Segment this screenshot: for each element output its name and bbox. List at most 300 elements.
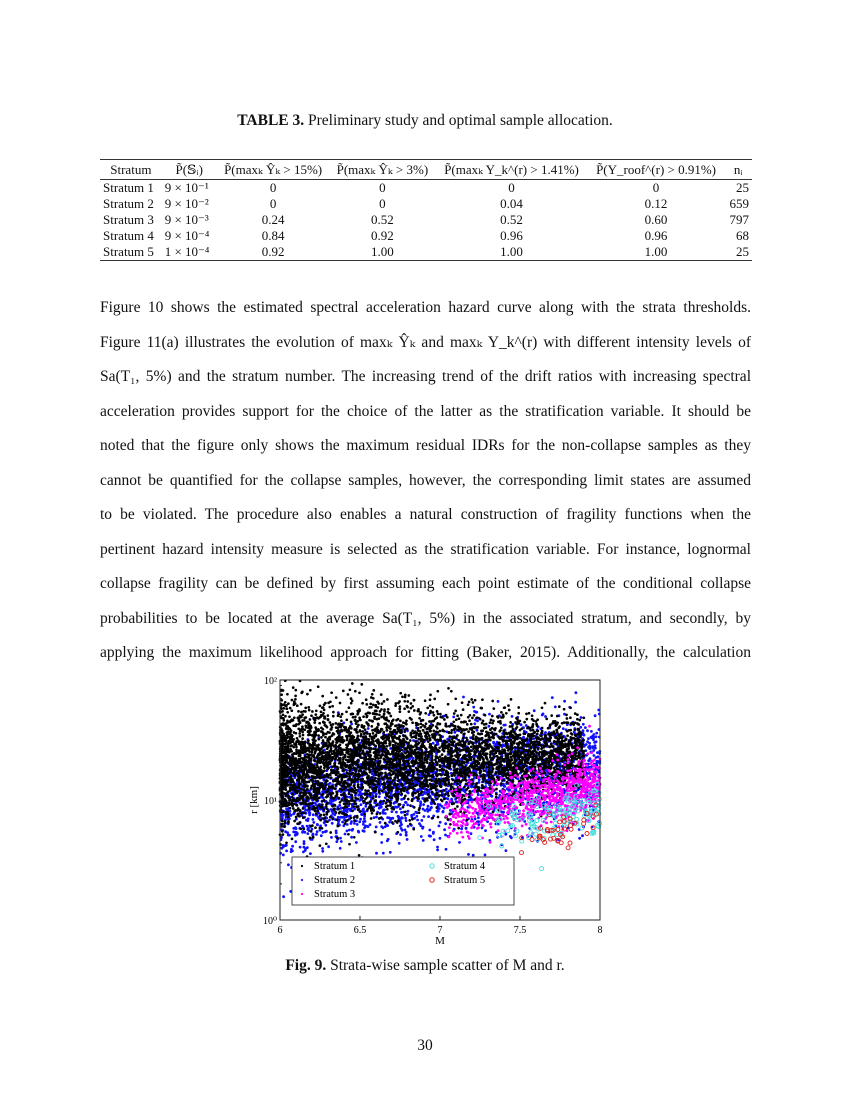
data-point (329, 700, 332, 703)
data-point (446, 818, 449, 821)
data-point (476, 720, 479, 723)
data-point (490, 759, 493, 762)
data-point (398, 764, 401, 767)
data-point (341, 821, 344, 824)
data-point (378, 795, 381, 798)
data-point (399, 808, 402, 811)
data-point (350, 822, 353, 825)
data-point (399, 825, 402, 828)
data-point (287, 794, 290, 797)
data-point (593, 741, 596, 744)
data-point (353, 808, 356, 811)
cell: 0.92 (371, 228, 394, 243)
data-point (330, 691, 333, 694)
data-point (424, 809, 427, 812)
data-point (380, 693, 383, 696)
header-p-15: P̃(maxₖ Ŷₖ > 15%) (217, 160, 330, 180)
data-point (327, 845, 330, 848)
data-point (411, 721, 414, 724)
data-point (403, 707, 406, 710)
data-point (593, 736, 596, 739)
data-point (294, 840, 297, 843)
data-point (592, 749, 595, 752)
cell: 1.00 (435, 244, 588, 261)
data-point (477, 823, 480, 826)
data-point (336, 818, 339, 821)
cell: 659 (729, 196, 749, 211)
data-point (345, 710, 348, 713)
data-point (320, 727, 323, 730)
data-point (456, 728, 459, 731)
data-point (312, 813, 315, 816)
data-point (362, 829, 365, 832)
data-point (303, 716, 306, 719)
data-point (284, 795, 287, 798)
data-point (436, 768, 439, 771)
data-point (339, 847, 342, 850)
cell: 25 (724, 244, 752, 261)
data-point (422, 826, 425, 829)
data-point (428, 734, 431, 737)
data-point (351, 829, 354, 832)
data-point (460, 721, 463, 724)
data-point (507, 789, 510, 792)
data-point (321, 695, 324, 698)
paragraph-line: collapse fragility can be defined by first assuming each point estimate of the conditional collapse (100, 575, 751, 592)
data-point (392, 766, 395, 769)
data-point (321, 850, 324, 853)
data-point (354, 716, 357, 719)
data-point (411, 798, 414, 801)
data-point (383, 808, 386, 811)
data-point (400, 793, 403, 796)
data-point (404, 810, 407, 813)
data-point (288, 834, 291, 837)
data-point (532, 737, 535, 740)
data-point (476, 729, 479, 732)
data-point (459, 750, 462, 753)
data-point (358, 820, 361, 823)
data-point (329, 774, 332, 777)
cell: 9 × 10⁻⁴ (164, 228, 210, 243)
data-point (518, 734, 521, 737)
data-point (582, 750, 585, 753)
data-point (405, 834, 408, 837)
data-point (314, 780, 317, 783)
cell: 1 × 10⁻⁴ (162, 244, 217, 261)
data-point (429, 704, 432, 707)
cell: 0.04 (500, 196, 523, 211)
data-point (399, 833, 402, 836)
data-point (456, 714, 459, 717)
table-body (100, 180, 752, 261)
data-point (581, 834, 584, 837)
cell: 9 × 10⁻² (164, 196, 209, 211)
data-point (439, 821, 442, 824)
data-point (448, 735, 451, 738)
data-point (301, 713, 304, 716)
data-point (312, 821, 315, 824)
data-point (413, 806, 416, 809)
cell: 0 (379, 180, 386, 195)
data-point (424, 699, 427, 702)
data-point (586, 729, 589, 732)
data-point (544, 702, 547, 705)
data-point (322, 831, 325, 834)
data-point (481, 787, 484, 790)
data-point (593, 754, 596, 757)
data-point (350, 773, 353, 776)
data-point (359, 818, 362, 821)
data-point (347, 693, 350, 696)
cell: 0 (269, 196, 277, 211)
data-point (597, 755, 600, 758)
data-point (556, 715, 559, 718)
data-point (336, 825, 339, 828)
data-point (372, 758, 375, 761)
data-point (480, 775, 483, 778)
cell: 0.96 (644, 228, 668, 243)
data-point (483, 769, 486, 772)
data-point (493, 755, 496, 758)
cell: 68 (736, 228, 749, 243)
data-point (494, 727, 497, 730)
table-row (100, 228, 752, 244)
data-point (366, 790, 369, 793)
data-point (526, 737, 529, 740)
data-point (545, 718, 548, 721)
data-point (345, 810, 348, 813)
data-point (427, 785, 430, 788)
data-point (379, 821, 382, 824)
data-point (329, 721, 332, 724)
data-point (282, 707, 285, 710)
data-point (336, 837, 339, 840)
cell: Stratum 4 (103, 228, 154, 243)
data-point (352, 805, 355, 808)
data-point (410, 814, 413, 817)
data-point (312, 818, 315, 821)
data-point (441, 805, 444, 808)
data-point (482, 780, 485, 783)
data-point (513, 731, 516, 734)
data-point (331, 822, 334, 825)
data-point (427, 805, 430, 808)
data-point (447, 687, 450, 690)
data-point (474, 699, 477, 702)
data-point (370, 776, 373, 779)
data-point (399, 710, 402, 713)
data-point (485, 723, 488, 726)
data-point (346, 830, 349, 833)
data-point (493, 752, 496, 755)
data-point (473, 722, 476, 725)
data-point (362, 715, 365, 718)
data-point (416, 748, 419, 751)
data-point (350, 836, 353, 839)
data-point (296, 737, 299, 740)
data-point (428, 829, 431, 832)
data-point (594, 714, 597, 717)
data-point (510, 698, 513, 701)
data-point (391, 810, 394, 813)
data-point (444, 822, 447, 825)
data-point (422, 803, 425, 806)
data-point (356, 713, 359, 716)
data-point (330, 836, 333, 839)
data-point (348, 775, 351, 778)
data-point (579, 726, 582, 729)
data-point (422, 839, 425, 842)
data-point (398, 842, 401, 845)
data-point (316, 830, 319, 833)
data-point (444, 834, 447, 837)
data-point (314, 783, 317, 786)
data-point (343, 748, 346, 751)
data-point (308, 811, 311, 814)
cell: 9 × 10⁻¹ (164, 180, 209, 195)
table-row (100, 244, 752, 261)
paragraph-line: pertinent hazard intensity measure is selected as the stratification variable. For instance, lognormal (100, 540, 751, 558)
data-point (360, 803, 363, 806)
data-point (455, 777, 458, 780)
data-point (375, 816, 378, 819)
data-point (381, 783, 384, 786)
data-point (367, 727, 370, 730)
data-point (566, 734, 569, 737)
data-point (340, 840, 343, 843)
data-point (304, 849, 307, 852)
data-point (330, 771, 333, 774)
data-point (386, 808, 389, 811)
data-point (426, 793, 429, 796)
data-point (393, 802, 396, 805)
data-point (456, 782, 459, 785)
data-point (594, 747, 597, 750)
data-point (587, 759, 590, 762)
data-point (357, 794, 360, 797)
data-point (384, 822, 387, 825)
data-point (309, 802, 312, 805)
data-point (590, 730, 593, 733)
data-point (470, 723, 473, 726)
data-point (361, 702, 364, 705)
data-point (343, 802, 346, 805)
data-point (317, 738, 320, 741)
data-point (356, 823, 359, 826)
data-point (406, 728, 409, 731)
data-point (595, 732, 598, 735)
data-point (309, 852, 312, 855)
data-point (320, 834, 323, 837)
data-point (385, 805, 388, 808)
data-point (392, 779, 395, 782)
paragraph-line: acceleration provides support for the choice of the latter as the stratification variable. It should be (100, 402, 751, 420)
data-point (557, 733, 560, 736)
data-point (424, 791, 427, 794)
paragraph-line: Figure 11(a) illustrates the evolution of maxₖ Ŷₖ and maxₖ Y_k^(r) with different intensity levels of (100, 333, 751, 351)
data-point (345, 718, 348, 721)
paragraph-line: Sa(T₁, 5%) and the stratum number. The increasing trend of the drift ratios with increasing spectral (100, 368, 751, 385)
data-point (472, 854, 475, 857)
data-point (334, 758, 337, 761)
data-point (407, 744, 410, 747)
data-point (298, 732, 301, 735)
data-point (382, 852, 385, 855)
data-point (436, 810, 439, 813)
data-point (393, 776, 396, 779)
data-point (282, 833, 285, 836)
data-point (291, 845, 294, 848)
data-point (404, 814, 407, 817)
data-point (542, 713, 545, 716)
data-point (553, 740, 556, 743)
data-point (384, 825, 387, 828)
data-point (405, 719, 408, 722)
data-point (365, 703, 368, 706)
data-point (362, 737, 365, 740)
data-point (345, 769, 348, 772)
data-point (407, 825, 410, 828)
data-point (554, 706, 557, 709)
cell: Stratum 3 (103, 212, 154, 227)
data-point (357, 788, 360, 791)
data-point (386, 780, 389, 783)
data-point (550, 743, 553, 746)
table-row (100, 180, 752, 197)
data-point (436, 846, 439, 849)
data-point (462, 721, 465, 724)
data-point (497, 700, 500, 703)
data-point (389, 715, 392, 718)
data-point (439, 713, 442, 716)
data-point (324, 824, 327, 827)
data-point (406, 700, 409, 703)
header-p-roof: P̃(Y_roof^(r) > 0.91%) (588, 160, 725, 180)
data-point (386, 698, 389, 701)
cell: Stratum 1 (103, 180, 154, 195)
data-point (489, 756, 492, 759)
data-point (426, 738, 429, 741)
data-point (443, 798, 446, 801)
data-point (423, 815, 426, 818)
data-point (405, 819, 408, 822)
data-point (282, 713, 285, 716)
data-point (419, 804, 422, 807)
data-point (470, 832, 473, 835)
data-point (484, 854, 487, 857)
data-point (351, 810, 354, 813)
data-point (574, 701, 577, 704)
data-point (339, 715, 342, 718)
data-point (435, 806, 438, 809)
data-point (420, 819, 423, 822)
data-point (460, 731, 463, 734)
data-point (477, 793, 480, 796)
data-point (295, 831, 298, 834)
data-point (372, 689, 375, 692)
data-point (329, 831, 332, 834)
data-point (335, 840, 338, 843)
data-point (286, 831, 289, 834)
data-point (462, 696, 465, 699)
data-point (429, 808, 432, 811)
data-point (430, 803, 433, 806)
data-point (551, 696, 554, 699)
data-point (364, 805, 367, 808)
data-point (432, 742, 435, 745)
data-point (558, 705, 561, 708)
data-point (323, 808, 326, 811)
data-point (339, 837, 342, 840)
cell: 0 (269, 180, 277, 195)
data-point (297, 710, 300, 713)
data-point (353, 819, 356, 822)
data-point (537, 753, 540, 756)
data-point (323, 709, 326, 712)
data-point (475, 711, 478, 714)
data-point (563, 766, 566, 769)
data-point (380, 833, 383, 836)
data-point (383, 784, 386, 787)
data-point (576, 718, 579, 721)
data-point (288, 715, 291, 718)
data-point (284, 715, 287, 718)
data-point (300, 703, 303, 706)
cell: 9 × 10⁻³ (164, 212, 209, 227)
data-point (302, 734, 305, 737)
data-point (517, 712, 520, 715)
data-point (398, 785, 401, 788)
cell: 0.52 (371, 212, 394, 227)
data-point (348, 706, 351, 709)
data-point (492, 707, 495, 710)
data-point (477, 816, 480, 819)
data-point (555, 765, 558, 768)
data-point (285, 850, 288, 853)
data-point (389, 851, 392, 854)
data-point (286, 693, 289, 696)
cell: 0.84 (261, 228, 285, 243)
data-point (306, 825, 309, 828)
cell: 0.52 (500, 212, 523, 227)
data-point (428, 791, 431, 794)
data-point (312, 833, 315, 836)
data-point (448, 813, 451, 816)
data-point (389, 776, 392, 779)
data-point (454, 697, 457, 700)
data-point (435, 789, 438, 792)
data-point (287, 863, 290, 866)
data-point (324, 830, 327, 833)
data-point (391, 817, 394, 820)
data-point (504, 724, 507, 727)
data-point (364, 789, 367, 792)
cell: 0 (652, 180, 660, 195)
data-point (509, 835, 512, 838)
data-point (457, 827, 460, 830)
data-point (344, 833, 347, 836)
data-point (416, 819, 419, 822)
data-point (300, 802, 303, 805)
data-point (281, 830, 284, 833)
data-point (353, 836, 356, 839)
data-point (491, 731, 494, 734)
data-point (508, 709, 511, 712)
data-point (364, 820, 367, 823)
data-point (412, 828, 415, 831)
data-point (385, 748, 388, 751)
